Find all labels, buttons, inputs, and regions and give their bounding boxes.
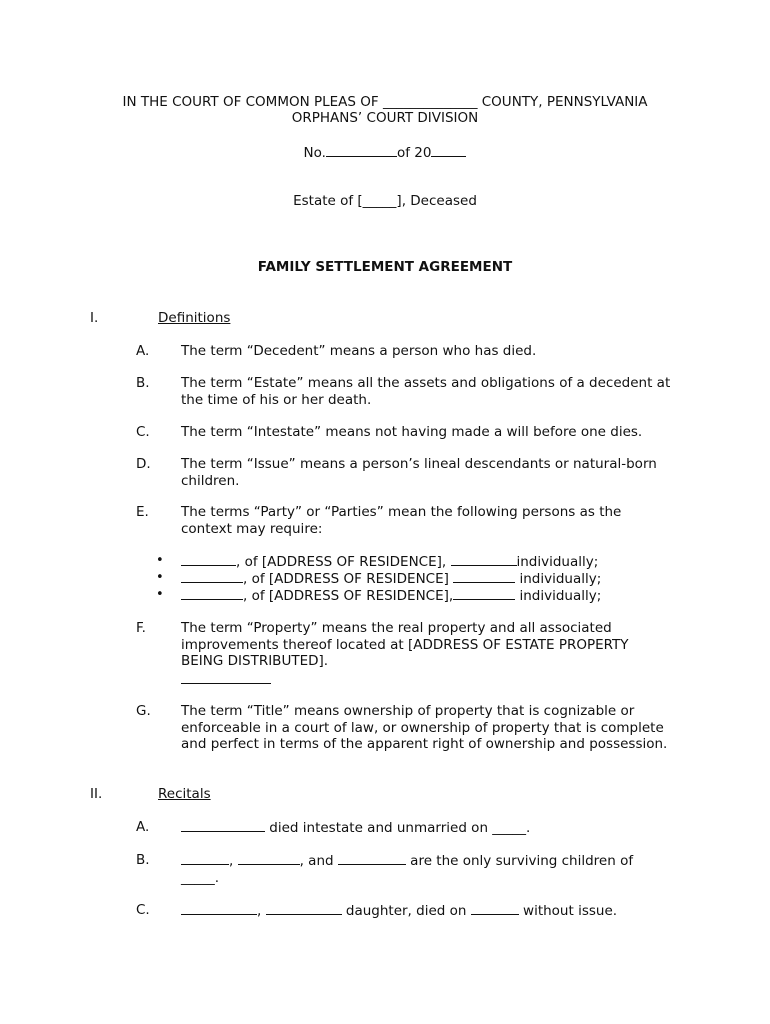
docket-number-line xyxy=(0,144,770,162)
recital-c-body: without issue. xyxy=(518,903,618,919)
section-one-heading: Definitions xyxy=(158,310,231,326)
recital-b-name2-blank xyxy=(238,852,300,865)
definition-c-letter: C. xyxy=(136,424,150,440)
definition-c-text: The term “Intestate” means not having made a will before one dies. xyxy=(181,424,643,440)
recital-b-sep1: , xyxy=(229,853,238,869)
party-bullet-2: • xyxy=(156,570,164,585)
definition-f-letter: F. xyxy=(136,620,146,636)
party-line-2 xyxy=(181,570,681,588)
party-line-1 xyxy=(181,553,681,571)
definition-f-blank xyxy=(181,671,271,684)
section-one-numeral: I. xyxy=(90,310,99,326)
recital-a-text xyxy=(181,819,681,837)
definition-a-text: The term “Decedent” means a person who has died. xyxy=(181,343,537,359)
definition-d-text: The term “Issue” means a person’s lineal descendants or natural-born children. xyxy=(181,456,657,489)
recital-a-body: died intestate and unmarried on _____. xyxy=(265,820,531,836)
recital-c-date-blank xyxy=(471,902,519,915)
recital-b-text xyxy=(181,852,651,886)
party-3-address: , of [ADDRESS OF RESIDENCE], xyxy=(243,588,454,604)
section-two-heading: Recitals xyxy=(158,786,211,802)
party-2-extra-blank xyxy=(453,570,515,583)
party-bullet-3: • xyxy=(156,587,164,602)
recital-a-letter: A. xyxy=(136,819,150,835)
party-1-extra-blank xyxy=(451,553,517,566)
recital-b-name1-blank xyxy=(181,852,229,865)
definition-g-text: The term “Title” means ownership of property that is cognizable or enforceable in a court of law, or ownership of property that is complete and perfect in terms of the apparent right of ownership and possession. xyxy=(181,703,668,752)
party-line-3 xyxy=(181,587,681,605)
party-2-name-blank xyxy=(181,570,243,583)
recital-b-letter: B. xyxy=(136,852,150,868)
party-3-extra-blank xyxy=(453,587,515,600)
definition-e-text: The terms “Party” or “Parties” mean the following persons as the context may require: xyxy=(181,504,622,537)
party-2-end: individually; xyxy=(515,571,602,587)
court-division: ORPHANS’ COURT DIVISION xyxy=(291,110,479,126)
recital-b-name3-blank xyxy=(338,852,406,865)
recital-c-letter: C. xyxy=(136,902,150,918)
definition-g-letter: G. xyxy=(136,703,151,719)
party-bullet-1: • xyxy=(156,553,164,568)
court-line-suffix: COUNTY, PENNSYLVANIA xyxy=(477,94,648,110)
party-2-address: , of [ADDRESS OF RESIDENCE] xyxy=(243,571,454,587)
definition-f-text: The term “Property” means the real property and all associated improvements thereof located at [ADDRESS OF ESTATE PROPERTY BEING DISTRIBUTED]. xyxy=(181,620,629,669)
definition-b-letter: B. xyxy=(136,375,150,391)
party-1-end: individually; xyxy=(516,554,599,570)
recital-a-name-blank xyxy=(181,819,265,832)
definition-d-letter: D. xyxy=(136,456,151,472)
definition-b-text: The term “Estate” means all the assets and obligations of a decedent at the time of his or her death. xyxy=(181,375,671,408)
party-3-name-blank xyxy=(181,587,243,600)
definition-e-letter: E. xyxy=(136,504,149,520)
recital-c-name2-blank xyxy=(266,902,342,915)
recital-c-text xyxy=(181,902,681,920)
recital-c-sep1: , xyxy=(257,903,266,919)
recital-c-mid: daughter, died on xyxy=(341,903,471,919)
docket-number-blank xyxy=(326,144,397,157)
docket-year-prefix: of 20 xyxy=(396,145,432,161)
estate-line: Estate of [_____], Deceased xyxy=(293,193,477,209)
recital-b-sep2: , and xyxy=(299,853,338,869)
party-1-address: , of [ADDRESS OF RESIDENCE], xyxy=(236,554,451,570)
court-caption-line xyxy=(0,94,770,111)
section-two-numeral: II. xyxy=(90,786,103,802)
recital-c-name1-blank xyxy=(181,902,257,915)
court-line-prefix: IN THE COURT OF COMMON PLEAS OF xyxy=(122,94,383,110)
definition-a-letter: A. xyxy=(136,343,150,359)
party-1-name-blank xyxy=(181,553,236,566)
docket-year-blank xyxy=(431,144,466,157)
recital-b-body: are the only surviving children of _____. xyxy=(181,853,634,886)
docket-prefix: No. xyxy=(303,145,326,161)
document-title: FAMILY SETTLEMENT AGREEMENT xyxy=(257,259,513,275)
county-blank: ______________ xyxy=(382,94,478,110)
party-3-end: individually; xyxy=(515,588,602,604)
